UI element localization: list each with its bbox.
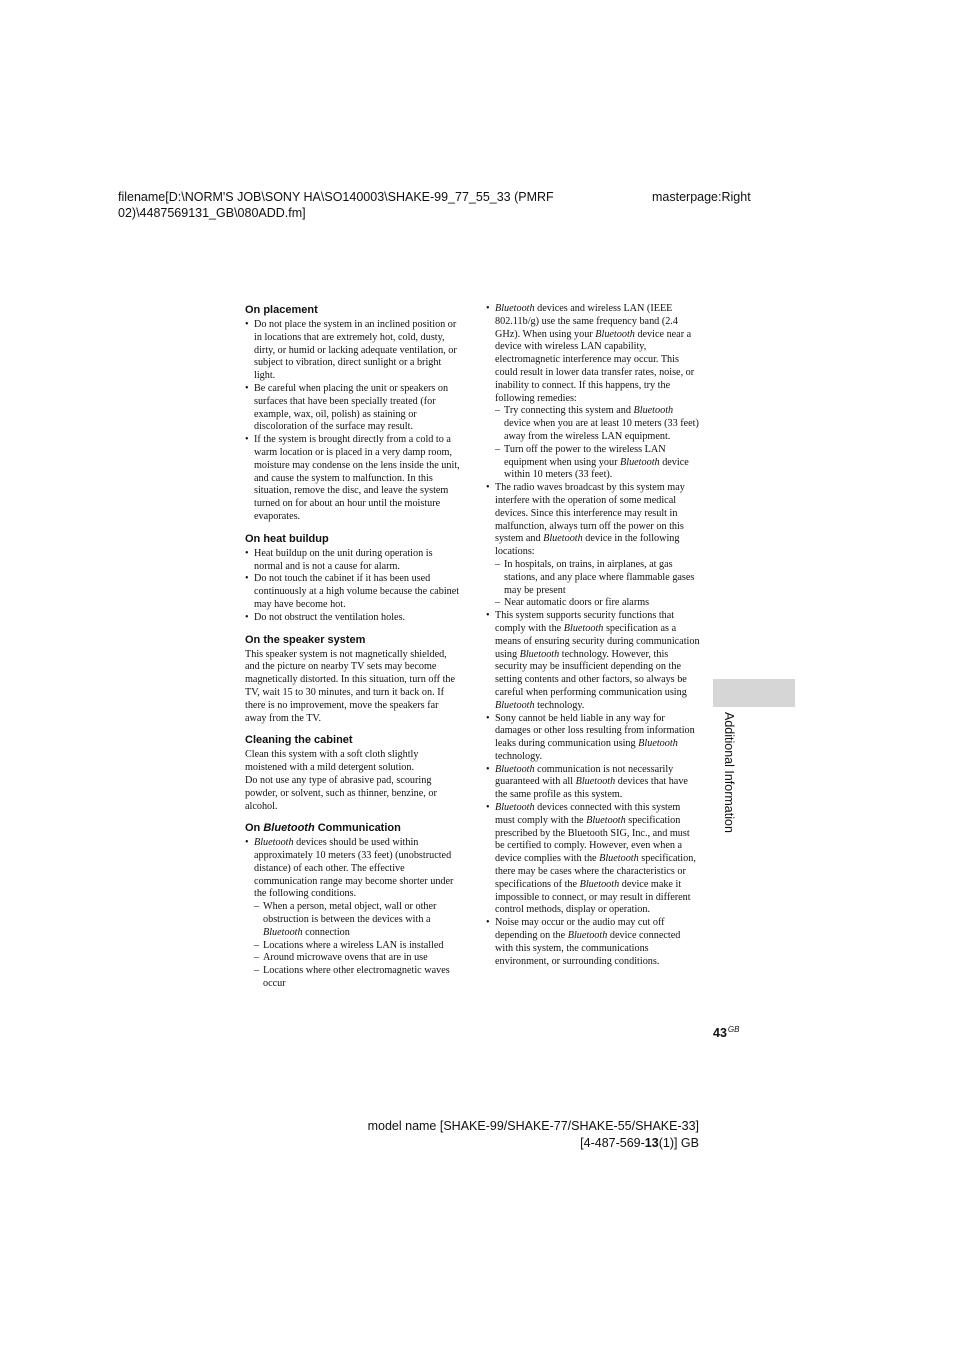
sub-list-item: – Near automatic doors or fire alarms bbox=[495, 597, 700, 610]
section-heat bbox=[245, 532, 461, 625]
section-title-placement: On placement bbox=[245, 304, 318, 316]
paragraph: Do not use any type of abrasive pad, scouring powder, or solvent, such as thinner, benzine, or alcohol. bbox=[245, 774, 437, 812]
section-title-bluetooth: On Bluetooth Communication bbox=[245, 822, 401, 835]
section-speaker bbox=[245, 633, 461, 726]
header-filename: filename[D:\NORM'S JOB\SONY HA\SO140003\SHAKE-99_77_55_33 (PMRF 02)\4487569131_GB\080ADD.fm] bbox=[118, 190, 554, 220]
sub-list-item: – Turn off the power to the wireless LAN equipment when using your Bluetooth device within 10 meters (33 feet). bbox=[495, 444, 700, 482]
footer bbox=[368, 1118, 699, 1152]
sub-list-item: – When a person, metal object, wall or other obstruction is between the devices with a Bluetooth connection bbox=[254, 901, 461, 939]
list-item: • Sony cannot be held liable in any way for damages or other loss resulting from information leaks during communication using Bluetooth technology. bbox=[486, 713, 700, 764]
section-bluetooth bbox=[245, 821, 461, 991]
sub-list-item: – Around microwave ovens that are in use bbox=[254, 952, 461, 965]
paragraph: This speaker system is not magnetically shielded, and the picture on nearby TV sets may become magnetically distorted. In this situation, turn off the TV, wait 15 to 30 minutes, and turn it back on. If there is no improvement, move the speakers far away from the TV. bbox=[245, 648, 456, 724]
list-item: • If the system is brought directly from a cold to a warm location or is placed in a very damp room, moisture may condense on the lens inside the unit, and cause the system to malfunction. In this situation, remove the disc, and leave the system turned on for about an hour until the moisture evaporates. bbox=[245, 434, 461, 524]
list-item: • The radio waves broadcast by this system may interfere with the operation of some medical devices. Since this interference may result in malfunction, always turn off the power on this system and Bluetooth device in the following locations: – In hospitals, on trains, in airplanes, at gas stations, and any place where flammable gases may be present – Near automatic doors or fire alarms bbox=[486, 482, 700, 610]
list-item: • Bluetooth devices should be used within approximately 10 meters (33 feet) (unobstructed distance) of each other. The effective communication range may become shorter under the following conditions. – When a person, metal object, wall or other obstruction is between the devices with a Bluetooth connection – Locations where a wireless LAN is installed – Around microwave ovens that are in use – Locations where other electromagnetic waves occur bbox=[245, 837, 461, 991]
list-item: • Heat buildup on the unit during operation is normal and is not a cause for alarm. bbox=[245, 548, 461, 574]
list-item: • Bluetooth communication is not necessarily guaranteed with all Bluetooth devices that have the same profile as this system. bbox=[486, 764, 700, 802]
section-title-cabinet: Cleaning the cabinet bbox=[245, 734, 353, 747]
side-tab bbox=[713, 679, 795, 707]
list-item: • Do not touch the cabinet if it has been used continuously at a high volume because the cabinet may have become hot. bbox=[245, 573, 461, 611]
footer-part-number: [4-487-569-13(1)] GB bbox=[580, 1136, 699, 1150]
right-column bbox=[486, 303, 700, 968]
footer-model-name: model name [SHAKE-99/SHAKE-77/SHAKE-55/SHAKE-33] bbox=[367, 1119, 699, 1133]
sub-list-item: – Try connecting this system and Bluetooth device when you are at least 10 meters (33 feet) away from the wireless LAN equipment. bbox=[495, 405, 700, 443]
list-item: • Be careful when placing the unit or speakers on surfaces that have been specially treated (for example, wax, oil, polish) as staining or discoloration of the surface may result. bbox=[245, 383, 461, 434]
sub-list-item: – Locations where other electromagnetic waves occur bbox=[254, 965, 461, 991]
list-item: • Noise may occur or the audio may cut off depending on the Bluetooth device connected with this system, the communications environment, or surrounding conditions. bbox=[486, 917, 700, 968]
section-title-heat: On heat buildup bbox=[245, 532, 329, 545]
left-column bbox=[245, 303, 461, 999]
list-item: • This system supports security functions that comply with the Bluetooth specification as a means of ensuring security during communication using Bluetooth technology. However, this security may be insufficient depending on the setting contents and other factors, so always be careful when performing communication using Bluetooth technology. bbox=[486, 610, 700, 712]
section-placement bbox=[245, 303, 461, 524]
header-masterpage: masterpage:Right bbox=[652, 190, 751, 204]
sub-list-item: – In hospitals, on trains, in airplanes, at gas stations, and any place where flammable gases may be present bbox=[495, 559, 700, 597]
paragraph: Clean this system with a soft cloth slightly moistened with a mild detergent solution. bbox=[245, 749, 419, 774]
side-tab-label: Additional Information bbox=[722, 712, 736, 833]
sub-list-item: – Locations where a wireless LAN is installed bbox=[254, 940, 461, 953]
list-item: • Bluetooth devices and wireless LAN (IEEE 802.11b/g) use the same frequency band (2.4 GHz). When using your Bluetooth device near a device with wireless LAN capability, electromagnetic interference may occur. This could result in lower data transfer rates, noise, or inability to connect. If this happens, try the following remedies: – Try connecting this system and Bluetooth device when you are at least 10 meters (33 feet) away from the wireless LAN equipment. – Turn off the power to the wireless LAN equipment when using your Bluetooth device within 10 meters (33 feet). bbox=[486, 303, 700, 482]
section-cabinet bbox=[245, 733, 461, 813]
page-number: $43^{GB}$ bbox=[713, 1025, 740, 1041]
list-item: • Do not place the system in an inclined position or in locations that are extremely hot, cold, dusty, dirty, or humid or lacking adequate ventilation, or subject to vibration, direct sunlight or a bright light. bbox=[245, 319, 461, 383]
section-title-speaker: On the speaker system bbox=[245, 633, 366, 646]
list-item: • Do not obstruct the ventilation holes. bbox=[245, 612, 461, 625]
list-item: • Bluetooth devices connected with this system must comply with the Bluetooth specification prescribed by the Bluetooth SIG, Inc., and must be certified to comply. However, even when a device complies with the Bluetooth specification, there may be cases where the characteristics or specifications of the Bluetooth device make it impossible to connect, or may result in different control methods, display or operation. bbox=[486, 802, 700, 917]
